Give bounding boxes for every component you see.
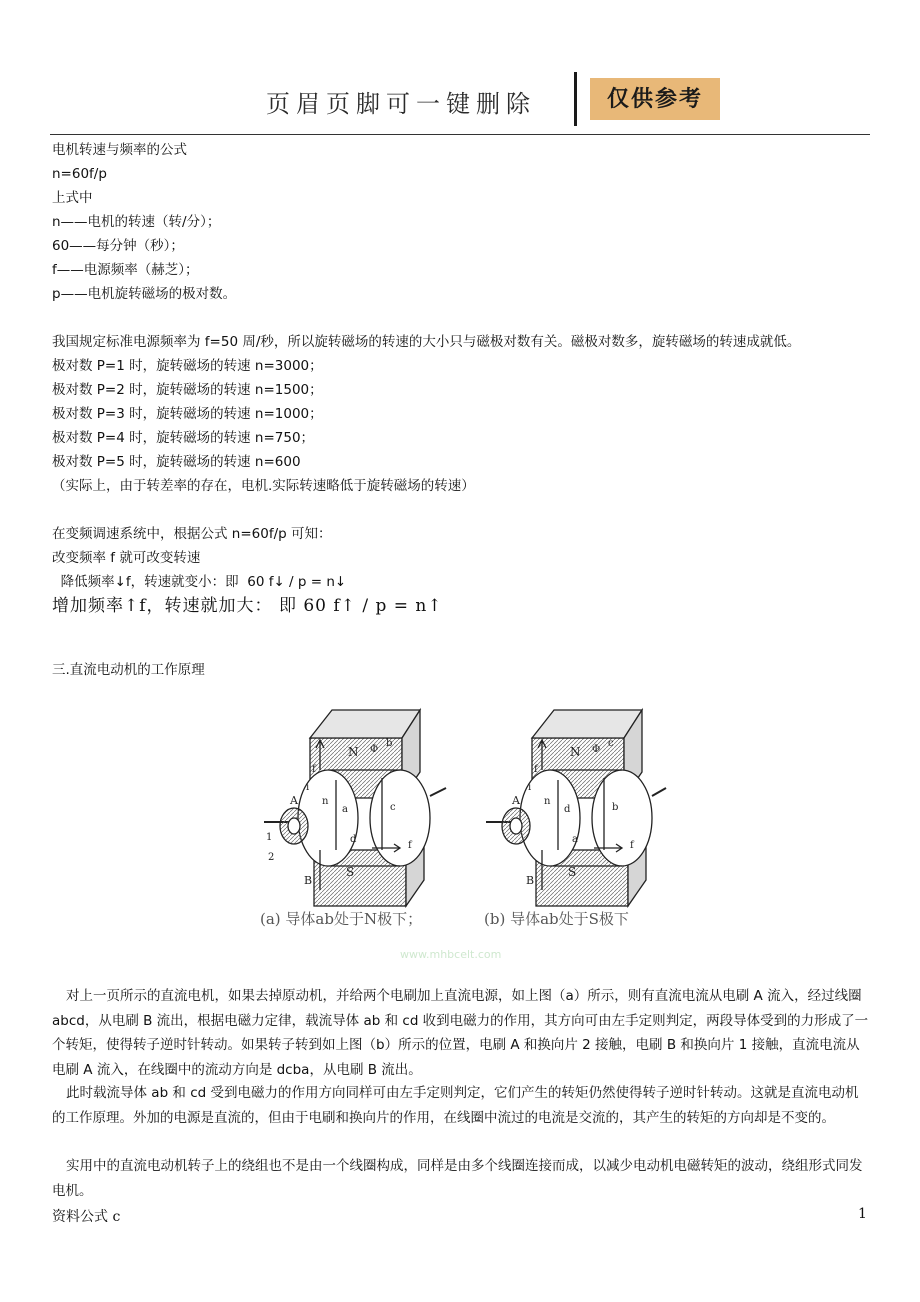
vfd-line: 降低频率↓f，转速就变小：即 60 f↓ / p = n↓ [52,574,347,590]
vfd-big-line: 增加频率↑f，转速就加大： 即 60 f↑ / p = n↑ [52,596,443,616]
pole-s-label-b: S [568,865,577,879]
definition-line: n——电机的转速（转/分）； [52,214,221,230]
pole-n-label-b: N [570,745,581,759]
vfd-line: 在变频调速系统中，根据公式 n=60f/p 可知： [52,526,332,542]
figure-watermark: www.mhbcelt.com [400,948,502,961]
pole-s-label-a: S [346,865,355,879]
force-f-label-b2: f [630,840,634,851]
coil-b-label-a: b [386,738,393,749]
header-banner-text: 页眉页脚可一键删除 [266,90,536,118]
brush-a-label-a: A [290,794,298,807]
pole-row: 极对数 P=1 时，旋转磁场的转速 n=3000； [52,358,323,374]
phi-label-b: Φ [592,744,601,755]
pole-n-label-a: N [348,745,359,759]
coil-a-label-a: a [342,804,348,815]
slip-note: （实际上，由于转差率的存在，电机.实际转速略低于旋转磁场的转速） [52,478,475,494]
section-title: 电机转速与频率的公式 [52,142,187,158]
current-i-label-a: i [306,782,310,793]
pole-row: 极对数 P=3 时，旋转磁场的转速 n=1000； [52,406,323,422]
definition-line: p——电机旋转磁场的极对数。 [52,286,237,302]
coil-d-label-b: d [564,804,571,815]
coil-c-label-a: c [390,802,396,813]
dc-heading: 三.直流电动机的工作原理 [52,662,205,678]
brush-a-label-b: A [512,794,520,807]
header-banner [240,70,730,130]
header-rule [50,134,870,135]
pole-row: 极对数 P=5 时，旋转磁场的转速 n=600 [52,454,301,470]
brush-b-label-a: B [304,874,313,887]
formula-intro: 上式中 [52,190,93,206]
coil-b-label-b: b [612,802,619,813]
force-f-label-a2: f [408,840,412,851]
segment-1-label-a: 1 [266,832,273,843]
reference-only-badge: 仅供参考 [590,78,720,120]
header-divider [574,72,577,126]
page-number: 1 [858,1206,867,1222]
formula: n=60f/p [52,166,107,182]
pole-row: 极对数 P=4 时，旋转磁场的转速 n=750； [52,430,315,446]
vfd-line: 改变频率 f 就可改变转速 [52,550,201,566]
coil-d-label-a: d [350,834,357,845]
force-f-label-a: f [312,764,316,775]
definition-line: f——电源频率（赫芝）； [52,262,199,278]
dc-motor-diagram [250,700,670,940]
n-label-a: n [322,796,329,807]
definition-line: 60——每分钟（秒）； [52,238,184,254]
dc-motor-figure [250,700,670,970]
diagram-a [264,710,446,906]
pole-row: 极对数 P=2 时，旋转磁场的转速 n=1500； [52,382,323,398]
phi-label-a: Φ [370,744,379,755]
coil-a-label-b: a [572,834,578,845]
figure-caption-b: (b) 导体ab处于S极下 [484,910,629,928]
n-label-b: n [544,796,551,807]
current-i-label-b: i [528,782,532,793]
body-paragraph: 此时载流导体 ab 和 cd 受到电磁力的作用方向同样可由左手定则判定，它们产生的转矩仍然使得转子逆时针转动。这就是直流电动机的工作原理。外加的电源是直流的，但由于电刷和换向片的作用，在线圈中流过的电流是交流的，其产生的转矩的方向却是不变的。 [52,1085,859,1126]
brush-b-label-b: B [526,874,535,887]
coil-c-label-b: c [608,738,614,749]
body-paragraph: 实用中的直流电动机转子上的绕组也不是由一个线圈构成，同样是由多个线圈连接而成，以减少电动机电磁转矩的波动，绕组形式同发电机。 [52,1158,863,1199]
body-paragraph: 对上一页所示的直流电机，如果去掉原动机，并给两个电刷加上直流电源，如上图（a）所示，则有直流电流从电刷 A 流入，经过线圈 abcd，从电刷 B 流出，根据电磁力定律，载流导体 ab 和 cd 收到电磁力的作用，其方向可由左手定则判定，两段导体受到的力形成了一个转矩，使得转子逆时针转动。如果转子转到如上图（b）所示的位置，电刷 A 和换向片 2 接触，电刷 B 和换向片 1 接触，直流电流从电刷 A 流入，在线圈中的流动方向是 dcba，从电刷 B 流出。 [52,988,869,1078]
frequency-statement: 我国规定标准电源频率为 f=50 周/秒，所以旋转磁场的转速的大小只与磁极对数有关。磁极对数多，旋转磁场的转速成就低。 [52,334,801,350]
force-f-label-b: f [534,764,538,775]
segment-2-label-a: 2 [268,852,275,863]
footer-label: 资料公式 c [52,1209,121,1225]
figure-caption-a: (a) 导体ab处于N极下； [260,910,423,928]
